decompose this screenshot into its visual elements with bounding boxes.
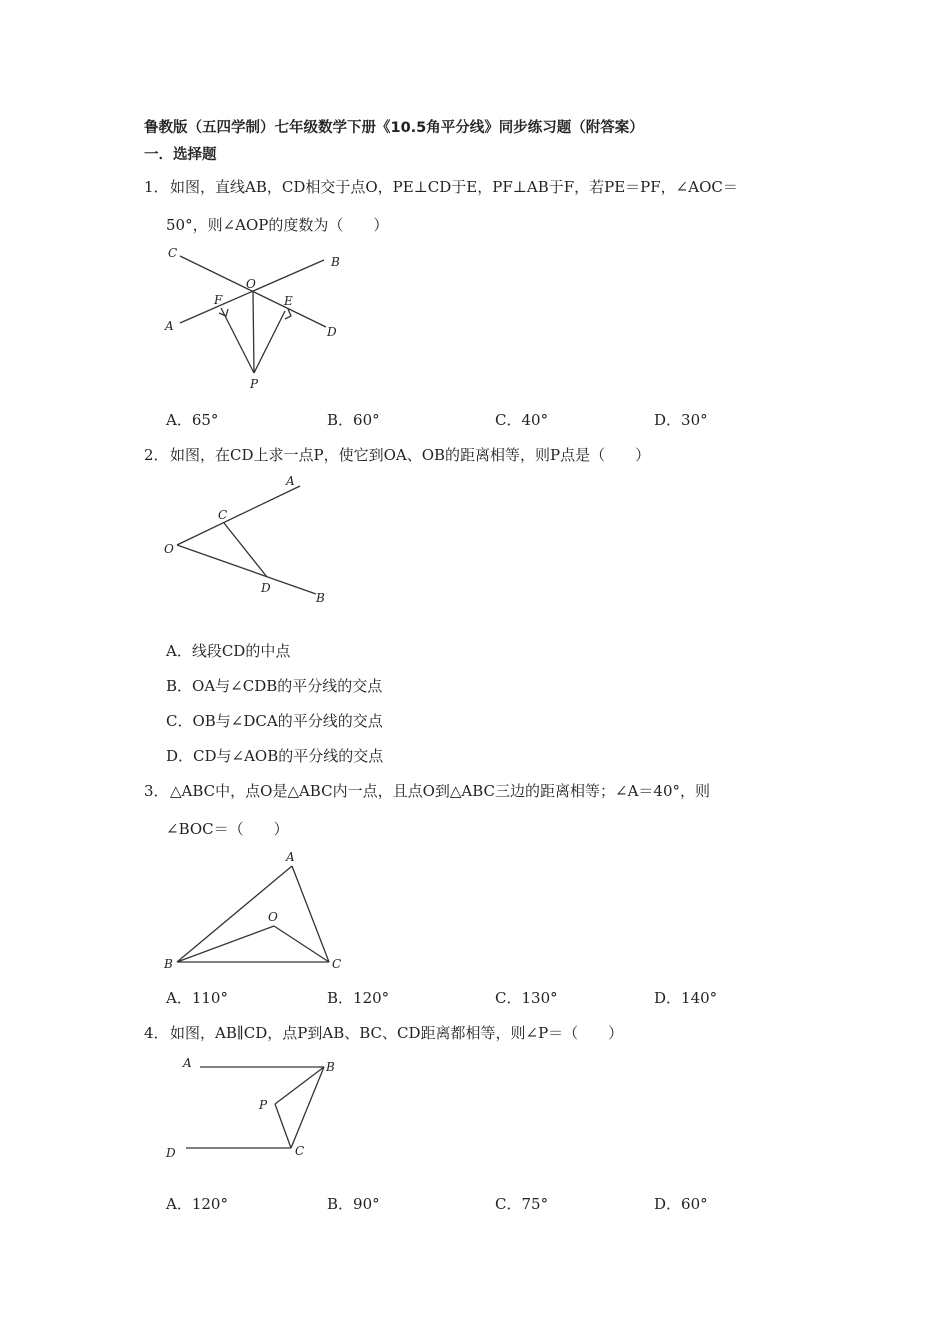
q4-label-c: C: [295, 1144, 305, 1158]
q4-label-p: P: [259, 1098, 268, 1112]
q4-label-b: B: [326, 1060, 335, 1074]
q4-text-line1: 如图，AB∥CD，点P到AB、BC、CD距离都相等，则∠P＝（ ）: [170, 1024, 624, 1042]
q1-label-a: A: [165, 319, 174, 333]
q2-label-o: O: [164, 542, 174, 556]
q1-text-line2: 50°，则∠AOP的度数为（ ）: [166, 216, 389, 234]
q4-segment-pc: [275, 1104, 291, 1148]
q1-label-e: E: [284, 294, 293, 308]
q2-option-b: B．OA与∠CDB的平分线的交点: [166, 677, 383, 695]
q1-label-p: P: [250, 377, 259, 391]
q3-option-d: D．140°: [654, 989, 718, 1007]
q3-label-a: A: [286, 850, 295, 864]
q1-label-b: B: [331, 255, 340, 269]
q2-text-line1: 如图，在CD上求一点P，使它到OA、OB的距离相等，则P点是（ ）: [170, 446, 651, 464]
q4-number: 4．: [144, 1024, 169, 1042]
section-heading: 一．选择题: [144, 147, 217, 163]
q4-label-a: A: [183, 1056, 192, 1070]
q3-number: 3．: [144, 782, 169, 800]
q1-number: 1．: [144, 178, 169, 196]
q2-option-c: C．OB与∠DCA的平分线的交点: [166, 712, 383, 730]
q2-label-b: B: [316, 591, 325, 605]
q2-label-a: A: [286, 474, 295, 488]
q1-option-c: C．40°: [495, 411, 549, 429]
q4-label-d: D: [166, 1146, 176, 1160]
q3-option-c: C．130°: [495, 989, 558, 1007]
q1-label-o: O: [246, 277, 256, 291]
q2-label-d: D: [261, 581, 271, 595]
q1-label-c: C: [168, 246, 178, 260]
q1-text-line1: 如图，直线AB，CD相交于点O，PE⊥CD于E，PF⊥AB于F，若PE＝PF，∠AOC＝: [170, 178, 738, 196]
page-title: 鲁教版（五四学制）七年级数学下册《10.5角平分线》同步练习题（附答案）: [144, 120, 644, 136]
q1-label-d: D: [327, 325, 337, 339]
q3-label-c: C: [332, 957, 342, 971]
q2-number: 2．: [144, 446, 169, 464]
q4-option-c: C．75°: [495, 1195, 549, 1213]
q1-option-a: A．65°: [166, 411, 219, 429]
q3-text-line2: ∠BOC＝（ ）: [166, 820, 289, 838]
q4-option-d: D．60°: [654, 1195, 708, 1213]
q4-option-a: A．120°: [166, 1195, 228, 1213]
q2-option-d: D．CD与∠AOB的平分线的交点: [166, 747, 384, 765]
q3-option-b: B．120°: [327, 989, 390, 1007]
q3-option-a: A．110°: [166, 989, 228, 1007]
q1-option-b: B．60°: [327, 411, 380, 429]
q3-label-o: O: [268, 910, 278, 924]
q2-option-a: A．线段CD的中点: [166, 642, 291, 660]
q3-text-line1: △ABC中，点O是△ABC内一点，且点O到△ABC三边的距离相等；∠A＝40°，则: [170, 782, 711, 800]
q2-label-c: C: [218, 508, 228, 522]
q4-option-b: B．90°: [327, 1195, 380, 1213]
q1-label-f: F: [214, 293, 223, 307]
q1-option-d: D．30°: [654, 411, 708, 429]
q3-label-b: B: [164, 957, 173, 971]
